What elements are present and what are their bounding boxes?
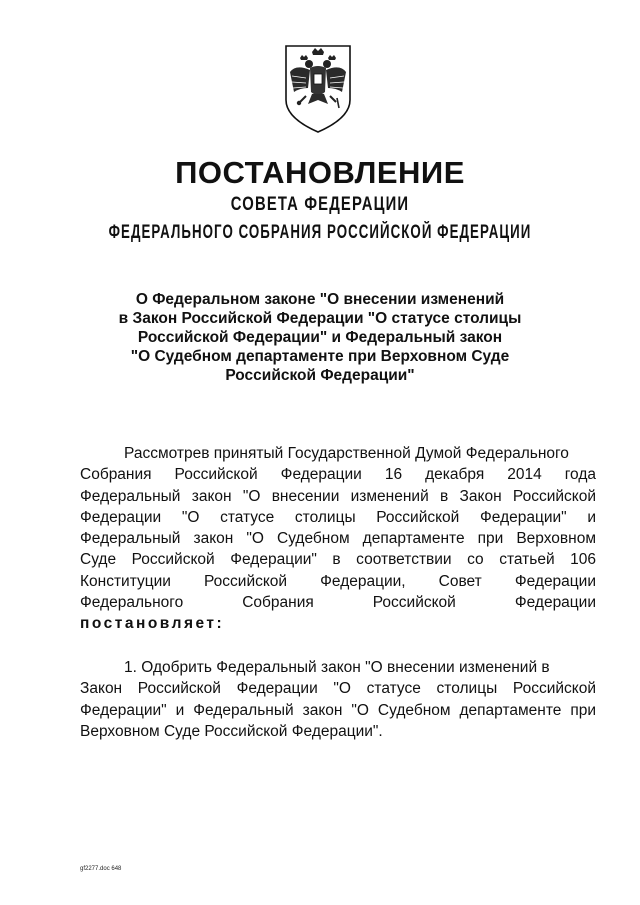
document-subtitle-assembly: ФЕДЕРАЛЬНОГО СОБРАНИЯ РОССИЙСКОЙ ФЕДЕРАЦИИ bbox=[108, 222, 532, 243]
paragraph-line: Суде Российской Федерации" в соответствии со статьей 106 bbox=[80, 551, 596, 569]
paragraph-line: Собрания Российской Федерации 16 декабря 2014 года bbox=[80, 466, 596, 484]
coat-of-arms-emblem bbox=[282, 42, 354, 134]
heading-line: О Федеральном законе "О внесении изменений bbox=[135, 291, 505, 308]
paragraph-preamble bbox=[80, 443, 596, 635]
paragraph-line: Федеральный закон "О внесении изменений в Закон Российской bbox=[80, 487, 596, 505]
footer-file-code: gf2277.doc 648 bbox=[80, 866, 122, 872]
paragraph-line: Верховном Суде Российской Федерации". bbox=[80, 722, 383, 740]
document-title: ПОСТАНОВЛЕНИЕ bbox=[175, 155, 465, 190]
paragraph-line: Конституции Российской Федерации, Совет Федерации bbox=[80, 572, 596, 590]
resolution-heading bbox=[90, 290, 550, 385]
paragraph-line: Закон Российской Федерации "О статусе столицы Российской bbox=[80, 680, 596, 698]
document-subtitle-council: СОВЕТА ФЕДЕРАЦИИ bbox=[230, 194, 410, 215]
heading-line: Российской Федерации" bbox=[225, 367, 415, 384]
paragraph-line: Федеральный закон "О Судебном департаменте при Верховном bbox=[80, 530, 596, 548]
resolves-word: постановляет: bbox=[80, 615, 225, 633]
heading-line: Российской Федерации" и Федеральный закон bbox=[137, 329, 503, 346]
paragraph-line: Федерации" и Федеральный закон "О Судебном департаменте при bbox=[80, 701, 596, 719]
paragraph-line: Федерации "О статусе столицы Российской Федерации" и bbox=[80, 508, 596, 526]
heading-line: в Закон Российской Федерации "О статусе столицы bbox=[118, 310, 522, 327]
paragraph-line: Рассмотрев принятый Государственной Думой Федерального bbox=[124, 445, 569, 462]
paragraph-decision bbox=[80, 657, 596, 742]
paragraph-line: Федерального Собрания Российской Федерации bbox=[80, 594, 596, 612]
paragraph-line: 1. Одобрить Федеральный закон "О внесении изменений в bbox=[124, 659, 550, 676]
heading-line: "О Судебном департаменте при Верховном Суде bbox=[130, 348, 510, 365]
